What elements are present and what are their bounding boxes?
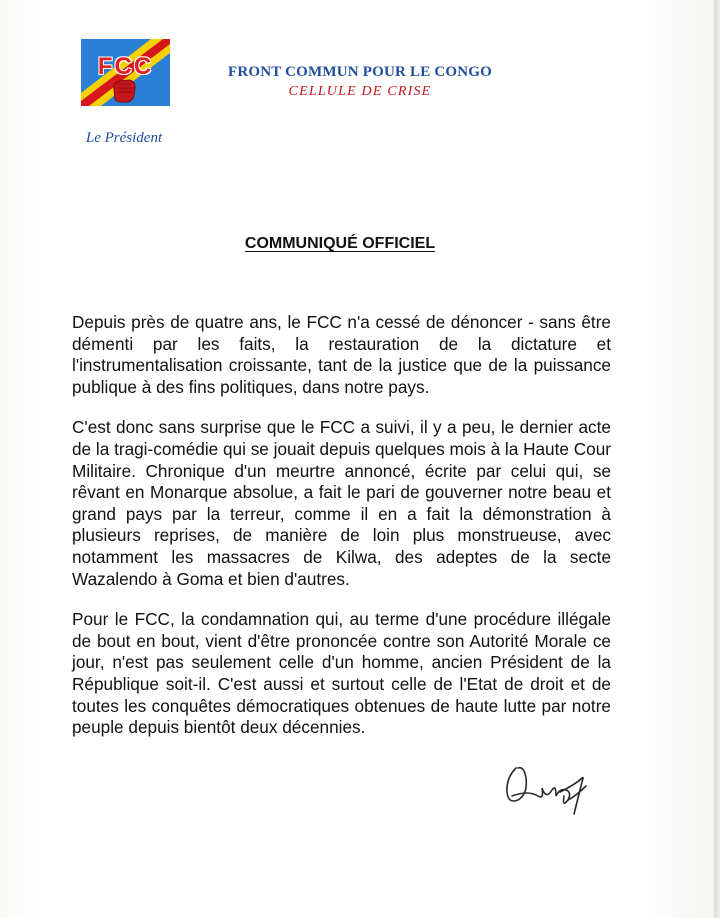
logo-text: FCC — [97, 53, 154, 80]
signature-icon — [498, 756, 590, 822]
signature — [498, 756, 590, 822]
fist-icon — [114, 80, 135, 102]
paragraph: Pour le FCC, la condamnation qui, au terme d'une procédure illégale de bout en bout, vient d'être prononcée contre son Autorité Morale ce jour, n'est pas seulement celle d'un homme, ancien Président de la République soit-il. C'est aussi et surtout celle de l'Etat de droit et de toutes les conquêtes démocratiques obtenues de haute lutte par notre peuple depuis bientôt deux décennies. — [72, 609, 611, 738]
fcc-logo — [81, 39, 170, 106]
organization-name: FRONT COMMUN POUR LE CONGO — [227, 64, 493, 80]
document-title: COMMUNIQUÉ OFFICIEL — [244, 235, 436, 252]
paragraph: C'est donc sans surprise que le FCC a suivi, il y a peu, le dernier acte de la tragi-comédie qui se jouait depuis quelques mois à la Haute Cour Militaire. Chronique d'un meurtre annoncé, écrite par celui qui, se rêvant en Monarque absolue, a fait le pari de gouverner notre beau et grand pays par la terreur, comme il en a fait la démonstration à plusieurs reprises, de manière de loin plus monstrueuse, avec notamment les massacres de Kilwa, des adeptes de la secte Wazalendo à Goma et bien d'autres. — [72, 417, 611, 589]
document-body — [72, 312, 611, 758]
paragraph: Depuis près de quatre ans, le FCC n'a cessé de dénoncer - sans être démenti par les faits, la restauration de la dictature et l'instrumentalisation croissante, tant de la justice que de la puissance publique à des fins politiques, dans notre pays. — [72, 312, 611, 397]
organization-unit: CELLULE DE CRISE — [288, 84, 432, 99]
page-edge-shadow — [714, 0, 720, 918]
signatory-title: Le Président — [85, 130, 163, 146]
